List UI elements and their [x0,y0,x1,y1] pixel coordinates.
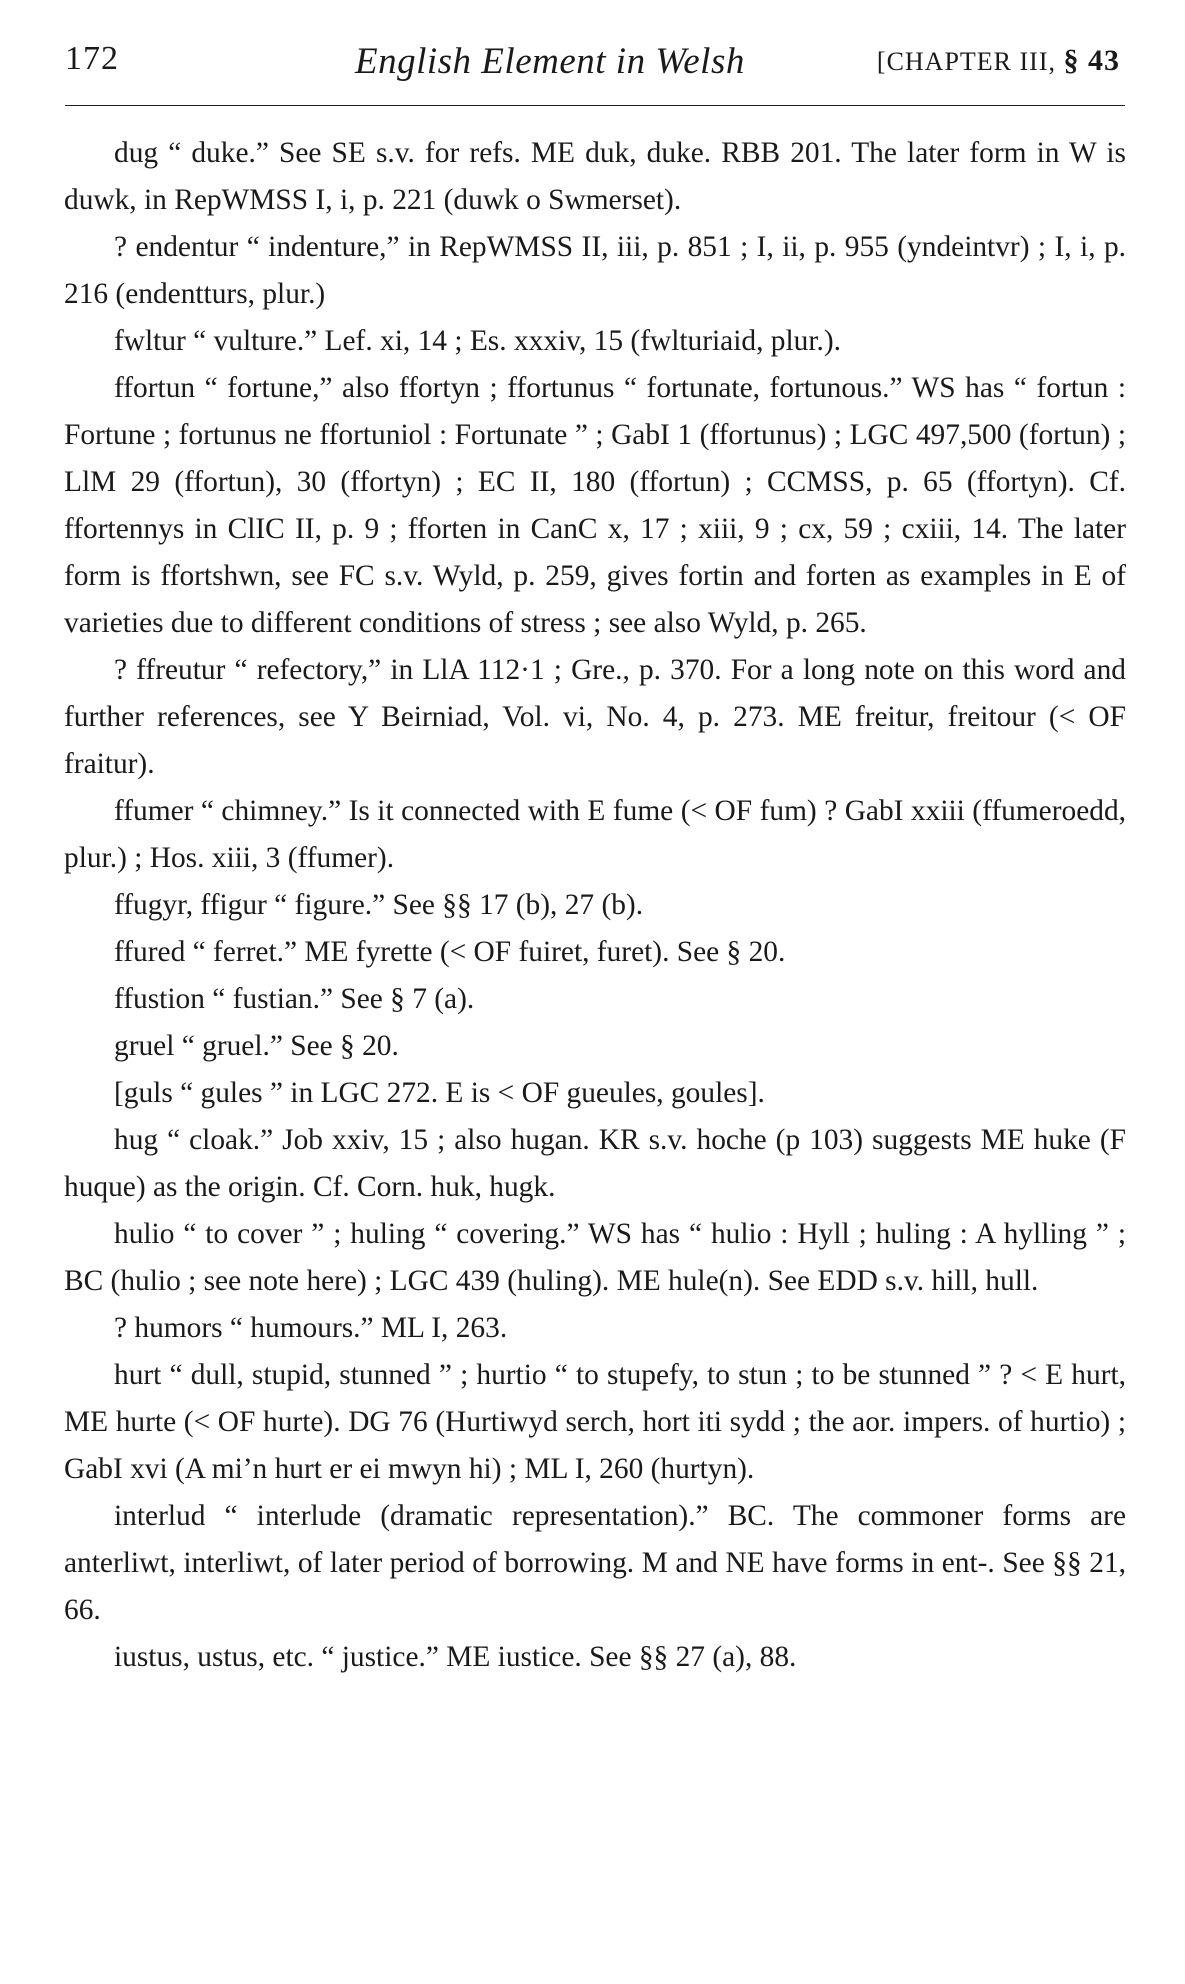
entry-ffumer: ffumer “ chimney.” Is it connected with E fume (< OF fum) ? GabI xxiii (ffumeroedd, plur.) ; Hos. xiii, 3 (ffumer). [64,795,1126,874]
entry-hurt: hurt “ dull, stupid, stunned ” ; hurtio “ to stupefy, to stun ; to be stunned ” ? < E hurt, ME hurte (< OF hurte). DG 76 (Hurtiwyd serch, hort iti sydd ; the aor. impers. of hurtio) ; GabI xvi (A mi’n hurt er ei mwyn hi) ; ML I, 260 (hurtyn). [64,1359,1126,1485]
entry-ffortun: ffortun “ fortune,” also ffortyn ; ffortunus “ fortunate, fortunous.” WS has “ fortun : Fortune ; fortunus ne ffortuniol : Fortunate ” ; GabI 1 (ffortunus) ; LGC 497,500 (fortun) ; LlM 29 (ffortun), 30 (ffortyn) ; EC II, 180 (ffortun) ; CCMSS, p. 65 (ffortyn). Cf. ffortennys in ClIC II, p. 9 ; fforten in CanC x, 17 ; xiii, 9 ; cx, 59 ; cxiii, 14. The later form is ffortshwn, see FC s.v. Wyld, p. 259, gives fortin and forten as examples in E of varieties due to different conditions of stress ; see also Wyld, p. 265. [64,372,1126,639]
entry-gruel: gruel “ gruel.” See § 20. [114,1030,399,1062]
running-title: English Element in Welsh [355,41,745,82]
entry-endentur: ? endentur “ indenture,” in RepWMSS II, iii, p. 851 ; I, ii, p. 955 (yndeintvr) ; I, i, p. 216 (endentturs, plur.) [64,231,1126,310]
entry-humors: ? humors “ humours.” ML I, 263. [114,1312,508,1344]
entry-iustus: iustus, ustus, etc. “ justice.” ME iustice. See §§ 27 (a), 88. [114,1641,797,1673]
dictionary-entries [64,130,1126,1681]
page-number: 172 [65,40,119,77]
entry-dug: dug “ duke.” See SE s.v. for refs. ME duk, duke. RBB 201. The later form in W is duwk, in RepWMSS I, i, p. 221 (duwk o Swmerset). [64,137,1126,216]
chapter-label: [CHAPTER III, [876,47,1056,76]
header-rule [65,105,1125,106]
chapter-reference [877,44,1120,78]
entry-guls: [guls “ gules ” in LGC 272. E is < OF gueules, goules]. [114,1077,765,1109]
entry-ffured: ffured “ ferret.” ME fyrette (< OF fuiret, furet). See § 20. [114,936,786,968]
entry-hug: hug “ cloak.” Job xxiv, 15 ; also hugan. KR s.v. hoche (p 103) suggests ME huke (F huque) as the origin. Cf. Corn. huk, hugk. [64,1124,1126,1203]
section-number: § 43 [1063,44,1120,77]
entry-fwltur: fwltur “ vulture.” Lef. xi, 14 ; Es. xxxiv, 15 (fwlturiaid, plur.). [114,325,841,357]
entry-ffustion: ffustion “ fustian.” See § 7 (a). [114,983,475,1015]
entry-ffugyr: ffugyr, ffigur “ figure.” See §§ 17 (b), 27 (b). [114,889,644,921]
running-header [65,40,1120,90]
entry-interlud: interlud “ interlude (dramatic representation).” BC. The commoner forms are anterliwt, interliwt, of later period of borrowing. M and NE have forms in ent-. See §§ 21, 66. [64,1500,1126,1626]
entry-ffreutur: ? ffreutur “ refectory,” in LlA 112·1 ; Gre., p. 370. For a long note on this word and further references, see Y Beirniad, Vol. vi, No. 4, p. 273. ME freitur, freitour (< OF fraitur). [64,654,1126,780]
entry-hulio: hulio “ to cover ” ; huling “ covering.” WS has “ hulio : Hyll ; huling : A hylling ” ; BC (hulio ; see note here) ; LGC 439 (huling). ME hule(n). See EDD s.v. hill, hull. [64,1218,1126,1297]
